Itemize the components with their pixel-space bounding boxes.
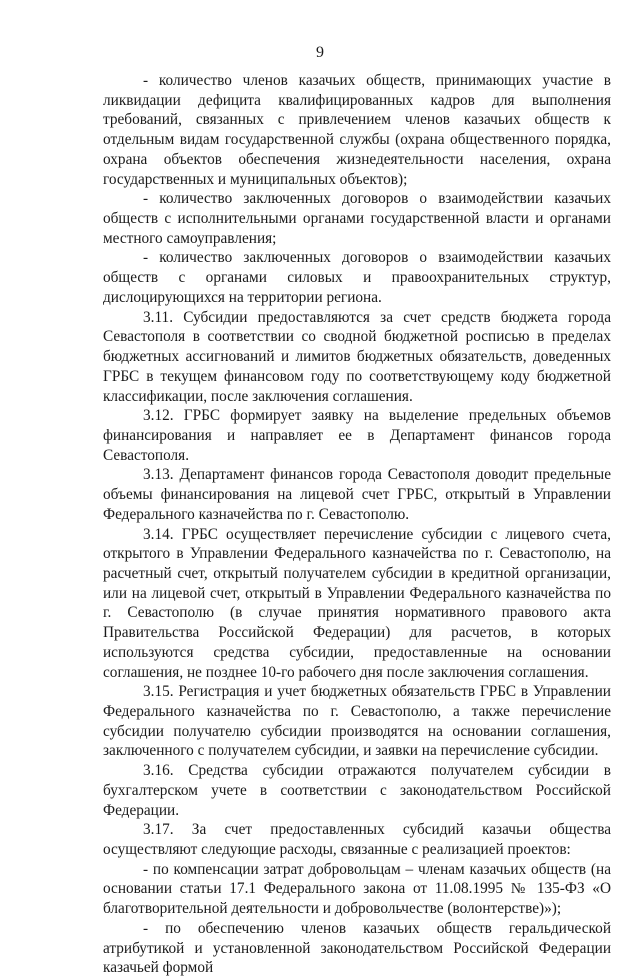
clause-3-13: 3.13. Департамент финансов города Севастополя доводит предельные объемы финансирования на лицевой счет ГРБС, открытый в Управлении Федерального казначейства по г. Севастополю. <box>103 466 611 523</box>
expense-volunteer-compensation: - по компенсации затрат добровольцам – членам казачьих обществ (на основании статьи 17.1 Федерального закона от 11.08.1995 № 135-ФЗ «О благотворительной деятельности и добровольчестве (волонтерстве)»); <box>103 860 611 918</box>
clause-3-15: 3.15. Регистрация и учет бюджетных обязательств ГРБС в Управлении Федерального казначейства по г. Севастополю, а также перечисление субсидии получателю субсидии производятся на основании соглашения, заключенного с получателем субсидии, и заявки на перечисление субсидии. <box>103 683 611 760</box>
clause-3-17: 3.17. За счет предоставленных субсидий казачьи общества осуществляют следующие расходы, связанные с реализацией проектов: <box>103 821 611 859</box>
expense-heraldic-attributes: - по обеспечению членов казачьих обществ геральдической атрибутикой и установленной законодательством Российской Федерации казачьей формой <box>103 919 611 977</box>
clause-3-16: 3.16. Средства субсидии отражаются получателем субсидии в бухгалтерском учете в соответствии с законодательством Российской Федерации. <box>103 762 611 819</box>
clause-3-11: 3.11. Субсидии предоставляются за счет средств бюджета города Севастополя в соответствии со сводной бюджетной росписью в пределах бюджетных ассигнований и лимитов бюджетных обязательств, доведенных ГРБС в текущем финансовом году по соответствующему коду бюджетной классификации, после заключения соглашения. <box>103 308 611 405</box>
clause-3-14: 3.14. ГРБС осуществляет перечисление субсидии с лицевого счета, открытого в Управлении Федерального казначейства по г. Севастополю, на расчетный счет, открытый получателем субсидии в кредитной организации, или на лицевой счет, открытый в Управлении Федерального казначейства по г. Севастополю (в случае принятия нормативного правового акта Правительства Российской Федерации) для расчетов, в которых используются средства субсидии, предоставленные на основании соглашения, не позднее 10-го рабочего дня после заключения соглашения. <box>103 525 611 681</box>
clause-3-12: 3.12. ГРБС формирует заявку на выделение предельных объемов финансирования и направляет ее в Департамент финансов города Севастополя. <box>103 407 611 464</box>
document-body <box>103 71 611 978</box>
paragraph-cossack-members-personnel-indicator: - количество членов казачьих обществ, принимающих участие в ликвидации дефицита квалифицированных кадров для выполнения требований, связанных с привлечением членов казачьих обществ к отдельным видам государственной службы (охрана общественного порядка, охрана объектов обеспечения жизнедеятельности населения, охрана государственных и муниципальных объектов); <box>103 72 611 188</box>
page-number: 9 <box>316 44 324 61</box>
paragraph-agreements-security-indicator: - количество заключенных договоров о взаимодействии казачьих обществ с органами силовых и правоохранительных структур, дислоцирующихся на территории региона. <box>103 249 611 306</box>
paragraph-agreements-authorities-indicator: - количество заключенных договоров о взаимодействии казачьих обществ с исполнительными органами государственной власти и органами местного самоуправления; <box>103 190 611 247</box>
